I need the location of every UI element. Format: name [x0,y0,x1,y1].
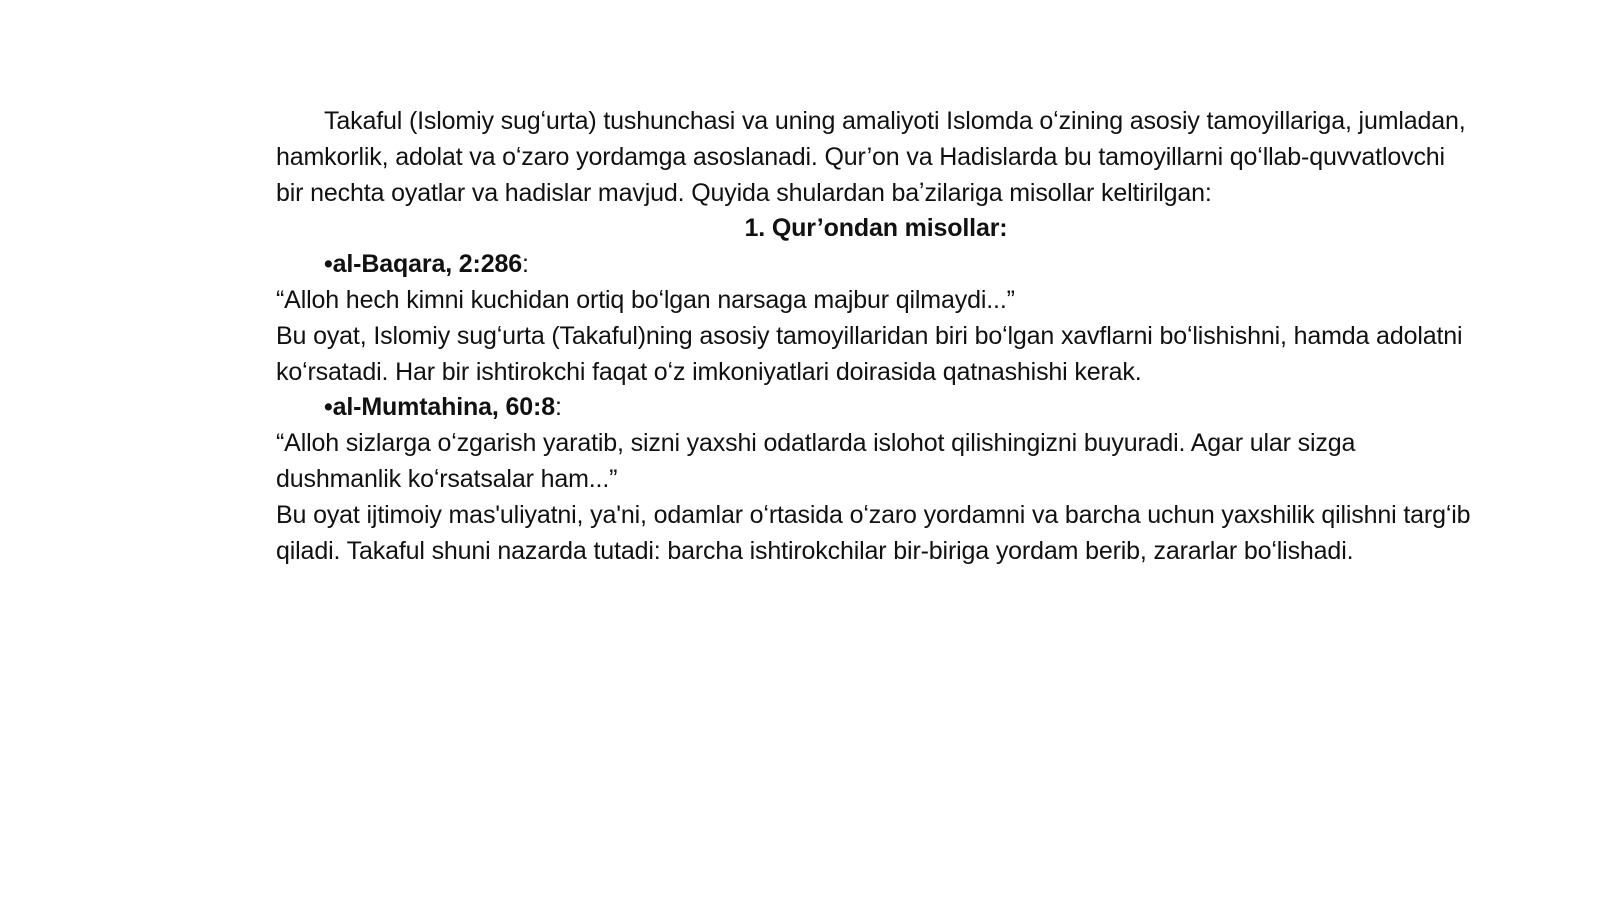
example-reference: •al-Mumtahina, 60:8 [324,393,555,422]
example-explanation: Bu oyat ijtimoiy mas'uliyatni, ya'ni, odamlar oʻrtasida oʻzaro yordamni va barcha uchun yaxshilik qilishni targʻib qiladi. Takaful shuni nazarda tutadi: barcha ishtirokchilar bir-biriga yordam berib, zararlar boʻlishadi. [276,500,1471,565]
section-heading: 1. Qur’ondan misollar: [744,214,1008,243]
text-block [276,104,1476,569]
example-reference: •al-Baqara, 2:286 [324,250,522,279]
example-reference-line [276,390,1476,426]
example-explanation: Bu oyat, Islomiy sugʻurta (Takaful)ning asosiy tamoyillaridan biri boʻlgan xavflarni boʻlishishni, hamda adolatni koʻrsatadi. Har bir ishtirokchi faqat oʻz imkoniyatlari doirasida qatnashishi kerak. [276,321,1463,386]
intro-paragraph: Takaful (Islomiy sugʻurta) tushunchasi va uning amaliyoti Islomda oʻzining asosiy tamoyillariga, jumladan, hamkorlik, adolat va oʻzaro yordamga asoslanadi. Qur’on va Hadislarda bu tamoyillarni qoʻllab-quvvatlovchi bir nechta oyatlar va hadislar mavjud. Quyida shulardan baʼzilariga misollar keltirilgan: [276,107,1466,207]
reference-colon: : [521,250,529,279]
example-quote: “Alloh sizlarga oʻzgarish yaratib, sizni yaxshi odatlarda islohot qilishingizni buyuradi. Agar ular sizga dushmanlik koʻrsatsalar ham...” [276,429,1356,493]
reference-colon: : [554,393,562,422]
example-reference-line [276,247,1476,283]
example-quote: “Alloh hech kimni kuchidan ortiq boʻlgan narsaga majbur qilmaydi...” [276,285,1015,314]
